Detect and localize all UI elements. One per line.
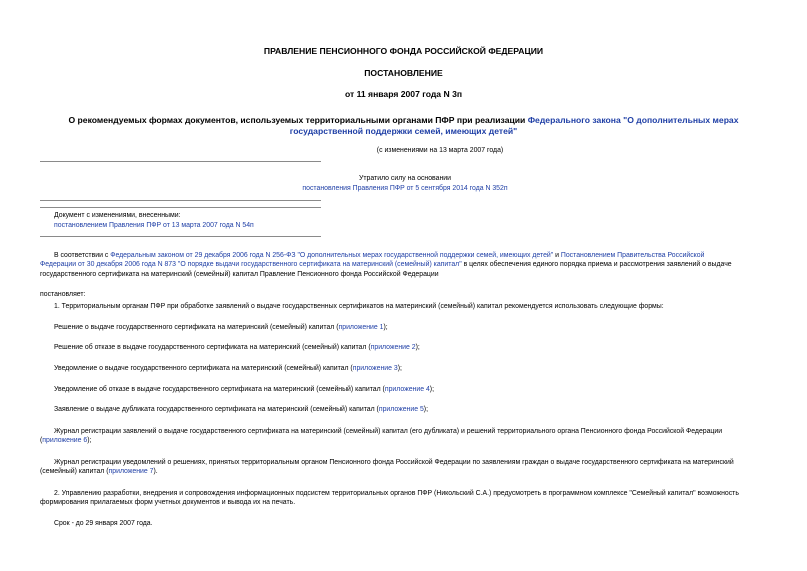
appendix-6-link[interactable]: приложение 6 — [42, 437, 88, 445]
divider — [40, 161, 321, 162]
government-decree-link-cont[interactable]: Федерации от 30 декабря 2006 года N 873 "О порядке выдачи государственного сертификата на материнский (семейный) капитал" — [40, 261, 462, 269]
resolves-label: постановляет: — [40, 291, 86, 298]
lost-force-label: Утратило силу на основании — [359, 175, 451, 182]
preamble: В соответствии с Федеральным законом от 29 декабря 2006 года N 256-ФЗ "О дополнительных мерах государственной поддержки семей, имеющих детей" и Постановлением Правительства Российской Федерации от 30 декабря 2006 года N 873 "О порядке выдачи государственного сертификата на материнский (семейный) капитал" в целях обеспечения единого порядка приема и рассмотрения заявлений о выдаче государственного сертификата на материнский (семейный) капитал Правление Пенсионного фонда Российской Федерации — [40, 252, 732, 278]
form-item: Уведомление о выдаче государственного сертификата на материнский (семейный) капитал (приложение 3); — [54, 365, 402, 372]
lost-force-link[interactable]: постановления Правления ПФР от 5 сентября 2014 года N 352п — [302, 185, 508, 192]
divider — [40, 236, 321, 237]
amendment-link[interactable]: постановлением Правления ПФР от 13 марта 2007 года N 54п — [54, 222, 254, 229]
federal-law-title-link-cont[interactable]: государственной поддержки семей, имеющих детей" — [289, 126, 518, 136]
changes-note: (с изменениями на 13 марта 2007 года) — [376, 147, 504, 154]
item-1: 1. Территориальным органам ПФР при обработке заявлений о выдаче государственных сертификатов на материнский (семейный) капитал рекомендуется использовать следующие формы: — [54, 303, 664, 310]
appendix-7-link[interactable]: приложение 7 — [108, 468, 154, 476]
form-item-6: Журнал регистрации заявлений о выдаче государственного сертификата на материнский (семейный) капитал (его дубликата) и решений территориального органа Пенсионного фонда Российской Федерации (приложение 6); — [40, 428, 723, 445]
divider — [40, 207, 321, 208]
federal-law-title-link[interactable]: Федерального закона "О дополнительных мерах — [527, 115, 739, 125]
form-item: Решение об отказе в выдаче государственного сертификата на материнский (семейный) капитал (приложение 2); — [54, 344, 420, 351]
appendix-1-link[interactable]: приложение 1 — [338, 324, 384, 331]
org-title: ПРАВЛЕНИЕ ПЕНСИОННОГО ФОНДА РОССИЙСКОЙ ФЕДЕРАЦИИ — [263, 46, 544, 56]
government-decree-link[interactable]: Постановлением Правительства Российской — [560, 252, 705, 259]
appendix-5-link[interactable]: приложение 5 — [378, 406, 424, 413]
form-item: Заявление о выдаче дубликата государственного сертификата на материнский (семейный) капитал (приложение 5); — [54, 406, 429, 413]
doc-title: О рекомендуемых формах документов, используемых территориальными органами ПФР при реализации Федерального закона "О дополнительных мерах государственной поддержки семей, имеющих детей" — [68, 115, 739, 136]
form-item: Уведомление об отказе в выдаче государственного сертификата на материнский (семейный) капитал (приложение 4); — [54, 386, 435, 393]
appendix-4-link[interactable]: приложение 4 — [384, 386, 430, 393]
doc-type: ПОСТАНОВЛЕНИЕ — [364, 68, 443, 78]
deadline: Срок - до 29 января 2007 года. — [54, 520, 153, 527]
doc-date: от 11 января 2007 года N 3п — [344, 89, 463, 99]
divider — [40, 200, 321, 201]
amendments-label: Документ с изменениями, внесенными: — [54, 212, 181, 219]
item-2: 2. Управлению разработки, внедрения и сопровождения информационных подсистем территориальных органов ПФР (Никольский С.А.) предусмотреть в программном комплексе "Семейный капитал" возможность формирования прилагаемых форм учетных документов и вывода их на печать. — [40, 490, 739, 507]
appendix-3-link[interactable]: приложение 3 — [352, 365, 398, 372]
appendix-2-link[interactable]: приложение 2 — [370, 344, 416, 351]
federal-law-link[interactable]: Федеральным законом от 29 декабря 2006 года N 256-ФЗ "О дополнительных мерах государственной поддержки семей, имеющих детей" — [110, 252, 554, 259]
form-item-7: Журнал регистрации уведомлений о решениях, принятых территориальным органом Пенсионного фонда Российской Федерации по заявлениям граждан о выдаче государственного сертификата на материнский (семейный) капитал (приложение 7). — [40, 459, 734, 476]
form-item: Решение о выдаче государственного сертификата на материнский (семейный) капитал (приложение 1); — [54, 324, 388, 331]
